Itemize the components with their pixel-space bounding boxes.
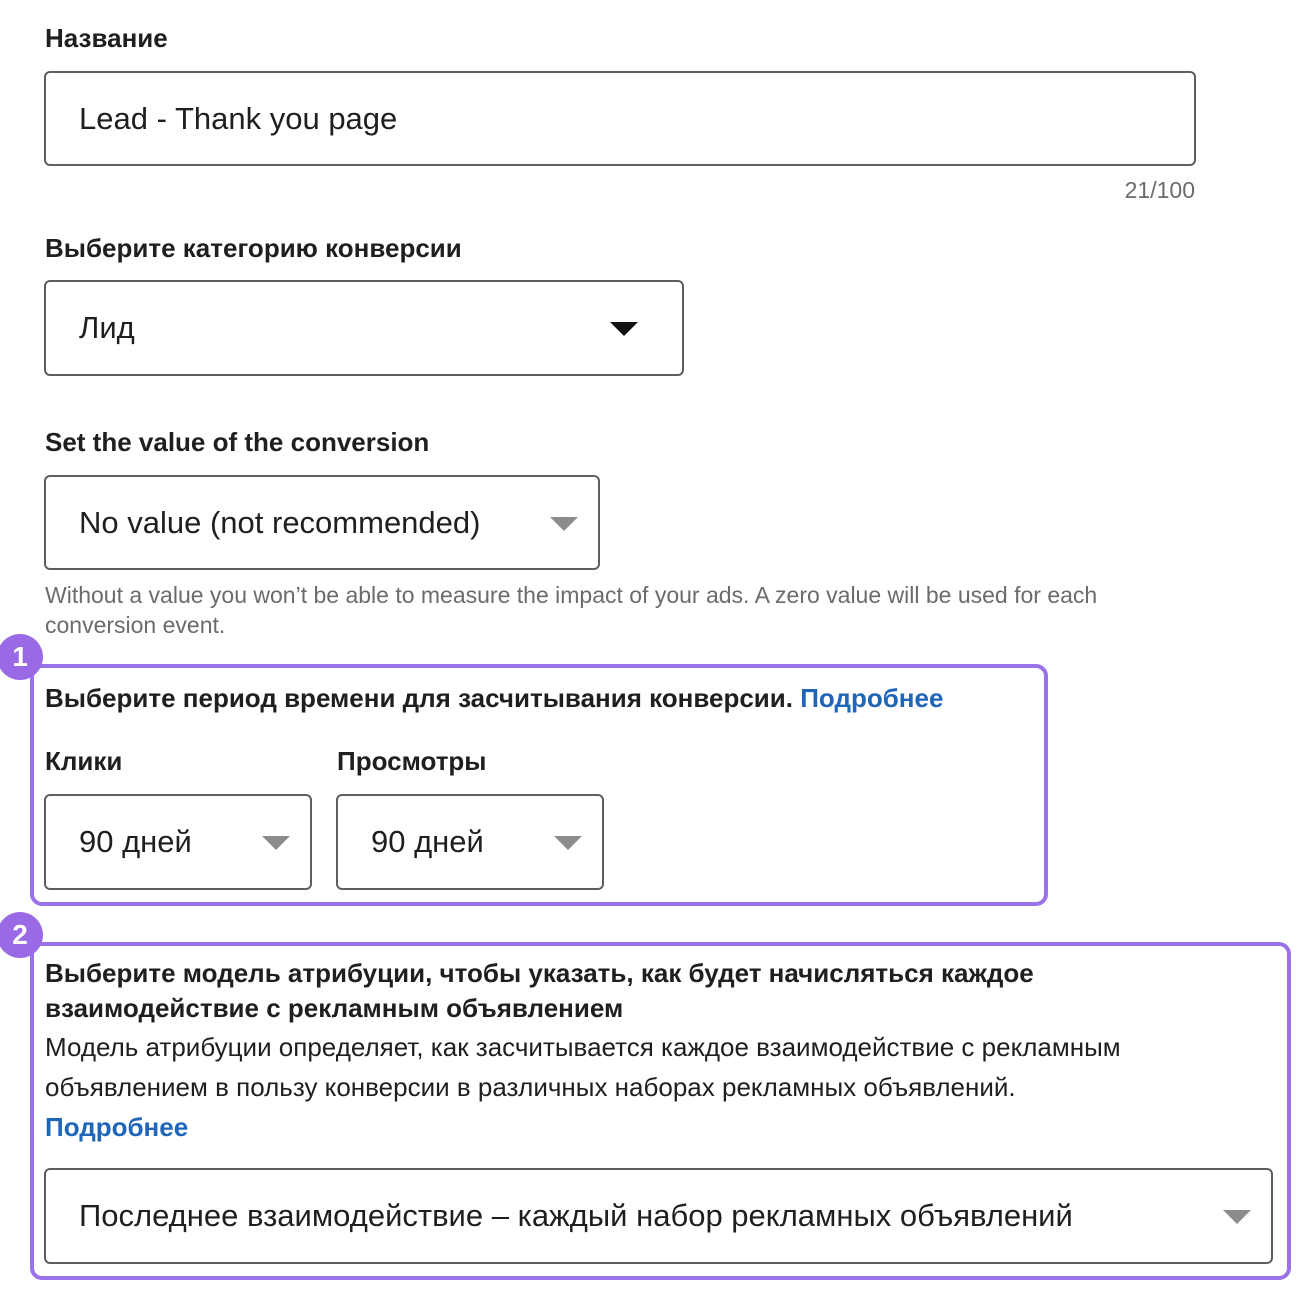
conversion-window-heading-text: Выберите период времени для засчитывания конверсии. [45, 683, 793, 713]
name-char-counter: 21/100 [1124, 177, 1195, 203]
clicks-window-select[interactable] [44, 794, 312, 890]
step-badge-1: 1 [0, 634, 43, 680]
attribution-description-text: Модель атрибуции определяет, как засчитывается каждое взаимодействие с рекламным объявлением в пользу конверсии в различных наборах рекламных объявлений. [45, 1032, 1121, 1102]
category-label: Выберите категорию конверсии [45, 233, 462, 263]
attribution-description [45, 1027, 1155, 1147]
category-select[interactable] [44, 280, 684, 376]
caret-down-icon [610, 322, 638, 336]
name-label: Название [45, 23, 168, 53]
conversion-window-heading [45, 682, 943, 714]
attribution-heading: Выберите модель атрибуции, чтобы указать, как будет начисляться каждое взаимодействие с рекламным объявлением [45, 958, 1034, 1023]
views-label: Просмотры [337, 746, 487, 776]
views-window-selected: 90 дней [371, 824, 484, 859]
conversion-value-helper: Without a value you won’t be able to measure the impact of your ads. A zero value will be used for each conversion event. [45, 582, 1098, 638]
step-badge-2: 2 [0, 912, 43, 958]
attribution-model-selected: Последнее взаимодействие – каждый набор рекламных объявлений [79, 1198, 1073, 1233]
conversion-value-selected: No value (not recommended) [79, 504, 481, 540]
clicks-label: Клики [45, 746, 123, 776]
caret-down-icon [554, 836, 582, 850]
attribution-model-select[interactable] [44, 1168, 1273, 1264]
caret-down-icon [550, 517, 578, 531]
name-input-value: Lead - Thank you page [79, 100, 398, 136]
clicks-window-selected: 90 дней [79, 824, 192, 859]
caret-down-icon [1223, 1210, 1251, 1224]
caret-down-icon [262, 836, 290, 850]
conversion-window-learn-more-link[interactable]: Подробнее [800, 683, 944, 713]
views-window-select[interactable] [336, 794, 604, 890]
conversion-value-label: Set the value of the conversion [45, 427, 430, 457]
conversion-value-select[interactable] [44, 475, 600, 570]
category-selected-value: Лид [79, 310, 135, 345]
attribution-learn-more-link[interactable]: Подробнее [45, 1112, 189, 1142]
name-input[interactable] [44, 71, 1196, 166]
